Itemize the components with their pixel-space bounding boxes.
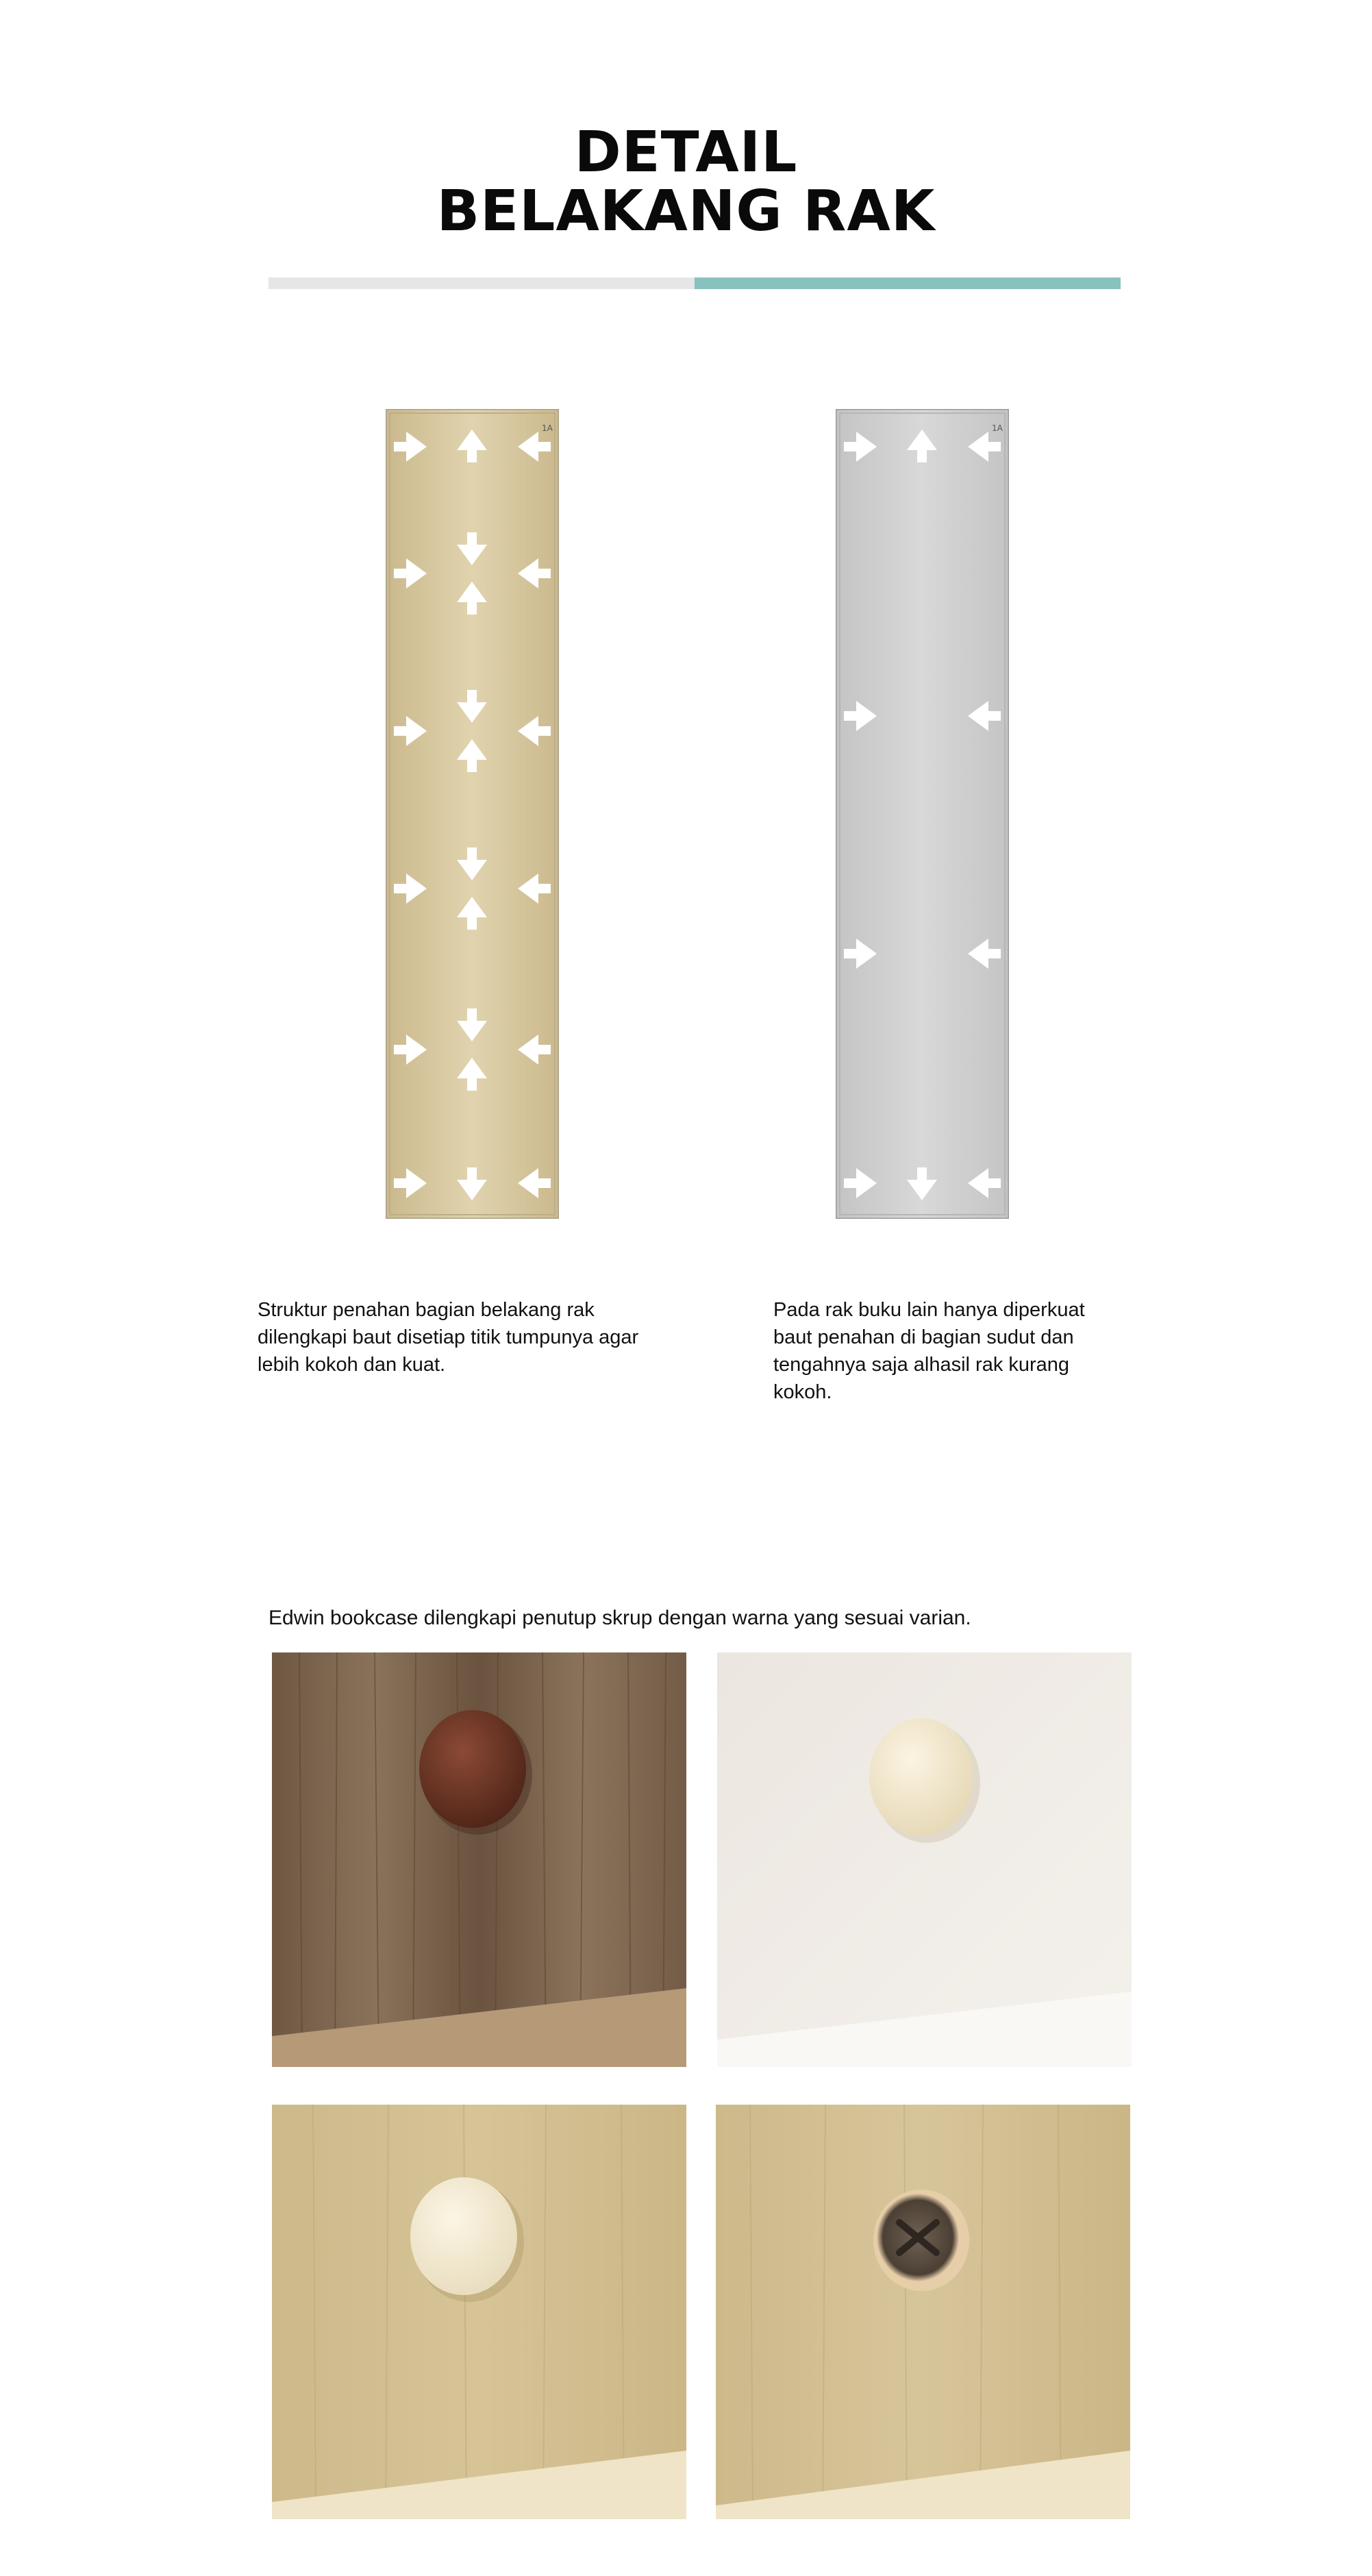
page-title — [0, 120, 1372, 244]
title-line-1: DETAIL — [574, 120, 798, 185]
back-panel-grey-illustration — [836, 409, 1009, 1219]
cream-screw-cover-photo — [717, 1652, 1132, 2067]
exposed-screw-photo — [716, 2105, 1130, 2519]
back-panel-grey-svg — [836, 409, 1009, 1219]
back-panel-wood-illustration — [386, 409, 559, 1219]
brown-screw-cover-photo — [272, 1652, 686, 2067]
description-right: Pada rak buku lain hanya diperkuat baut penahan di bagian sudut dan tengahnya saja alhasil rak kurang kokoh. — [773, 1299, 1085, 1403]
description-left: Struktur penahan bagian belakang rak dilengkapi baut disetiap titik tumpunya agar lebih kokoh dan kuat. — [258, 1299, 639, 1376]
panel-label-right: 1A — [992, 423, 1003, 433]
back-panel-wood-svg — [386, 409, 559, 1219]
panel-label-left: 1A — [542, 423, 553, 433]
divider-teal-segment — [695, 277, 1121, 289]
cream-screw-cover-on-oak-photo — [272, 2105, 686, 2519]
title-line-2: BELAKANG RAK — [436, 179, 936, 244]
screw-cover-caption: Edwin bookcase dilengkapi penutup skrup dengan warna yang sesuai varian. — [269, 1607, 971, 1629]
divider-grey-segment — [269, 277, 695, 289]
